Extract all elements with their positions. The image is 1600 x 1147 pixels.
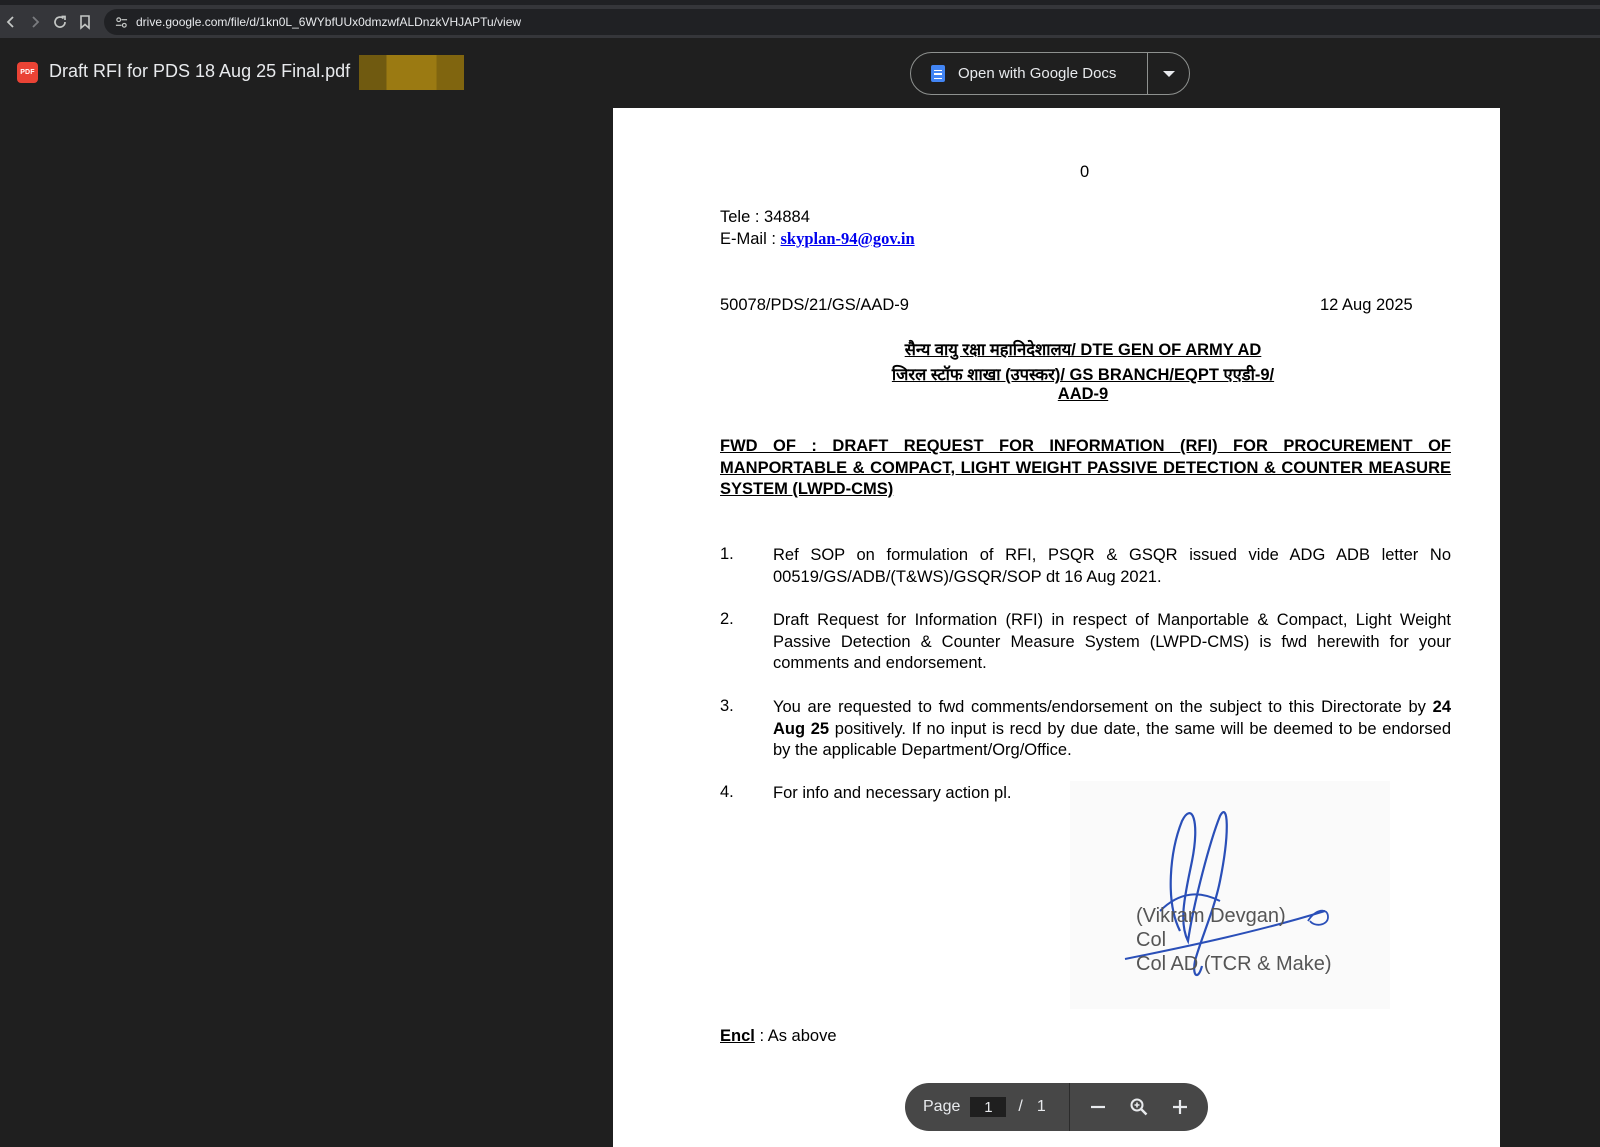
subject-line: FWD OF : DRAFT REQUEST FOR INFORMATION (RFI) FOR PROCUREMENT OF MANPORTABLE & COMPACT, LIGHT WEIGHT PASSIVE DETECTION & COUNTER MEASURE SYSTEM (LWPD-CMS)	[720, 437, 1451, 498]
bookmark-icon[interactable]	[74, 11, 96, 33]
paragraph-number: 3.	[720, 697, 734, 715]
deadline-date: 24 Aug 25	[773, 698, 1451, 738]
reference-number: 50078/PDS/21/GS/AAD-9	[720, 296, 909, 314]
signatory-rank: Col	[1136, 929, 1167, 951]
minus-icon	[1088, 1097, 1108, 1117]
reload-icon[interactable]	[49, 11, 71, 33]
open-with-google-docs-button[interactable]	[911, 53, 1148, 94]
tele-number: Tele : 34884	[720, 208, 810, 226]
paragraph-text-start: You are requested to fwd comments/endorsement on the subject to this Directorate by	[773, 698, 1433, 716]
enclosure-line	[720, 1027, 837, 1046]
heading-line-3: AAD-9	[1057, 385, 1109, 403]
zoom-out-button[interactable]	[1083, 1092, 1113, 1122]
address-bar[interactable]	[104, 9, 1600, 35]
paragraph-number: 1.	[720, 545, 734, 563]
fit-zoom-button[interactable]	[1124, 1092, 1154, 1122]
email-label: E-Mail :	[720, 230, 781, 248]
paragraph-text: Draft Request for Information (RFI) in respect of Manportable & Compact, Light Weight Passive Detection & Counter Measure System (LWPD-CMS) is fwd herewith for your comments and endorsement.	[773, 611, 1451, 672]
back-arrow-icon[interactable]	[0, 11, 22, 33]
page-marker: 0	[1080, 163, 1090, 181]
total-pages: 1	[1036, 1098, 1046, 1115]
paragraph-text: Ref SOP on formulation of RFI, PSQR & GSQR issued vide ADG ADB letter No 00519/GS/ADB/(T&WS)/GSQR/SOP dt 16 Aug 2021.	[773, 546, 1451, 586]
zoom-controls	[1070, 1092, 1208, 1122]
signatory-name: (Vikram Devgan)	[1136, 905, 1286, 927]
email-link[interactable]: skyplan-94@gov.in	[780, 229, 915, 248]
zoom-in-button[interactable]	[1165, 1092, 1195, 1122]
page-number-input[interactable]	[970, 1097, 1006, 1117]
open-with-dropdown-button[interactable]	[1148, 71, 1189, 77]
pdf-page	[613, 108, 1500, 1147]
browser-toolbar	[0, 0, 1600, 38]
signature-block	[1070, 781, 1390, 1009]
signatory-appointment: Col AD (TCR & Make)	[1136, 953, 1332, 975]
url-text: drive.google.com/file/d/1kn0L_6WYbfUUx0dmzwfALDnzkVHJAPTu/view	[136, 15, 522, 29]
paragraph-text-end: positively. If no input is recd by due date, the same will be deemed to be endorsed by the applicable Department/Org/Office.	[773, 719, 1451, 759]
dropdown-arrow-icon	[1163, 71, 1175, 77]
pdf-file-icon: PDF	[17, 62, 38, 83]
letter-date: 12 Aug 2025	[1320, 296, 1413, 314]
paragraph-number: 4.	[720, 783, 734, 801]
paragraph-number: 2.	[720, 610, 734, 628]
heading-line-1: सैन्य वायु रक्षा महानिदेशालय/ DTE GEN OF ARMY AD	[904, 341, 1262, 359]
page-toolbar	[905, 1083, 1208, 1131]
file-name: Draft RFI for PDS 18 Aug 25 Final.pdf	[49, 61, 351, 81]
paragraph-text	[773, 697, 1451, 762]
open-with-label: Open with Google Docs	[958, 65, 1117, 82]
page-label: Page	[923, 1098, 961, 1115]
pager	[905, 1083, 1070, 1131]
open-with-control	[910, 52, 1190, 95]
page-separator: /	[1018, 1098, 1023, 1115]
plus-icon	[1170, 1097, 1190, 1117]
enclosure-text: : As above	[754, 1027, 837, 1045]
heading-line-2: जिरल स्टॉफ शाखा (उपस्कर)/ GS BRANCH/EQPT एएडी-9/	[891, 366, 1275, 384]
enclosure-label: Encl	[720, 1027, 755, 1045]
paragraph-text: For info and necessary action pl.	[773, 784, 1012, 802]
redacted-chip	[359, 55, 464, 90]
magnifier-icon	[1129, 1097, 1149, 1117]
email-line	[720, 229, 915, 249]
site-settings-icon[interactable]	[108, 9, 134, 35]
google-docs-icon	[931, 65, 945, 82]
forward-arrow-icon[interactable]	[24, 11, 46, 33]
